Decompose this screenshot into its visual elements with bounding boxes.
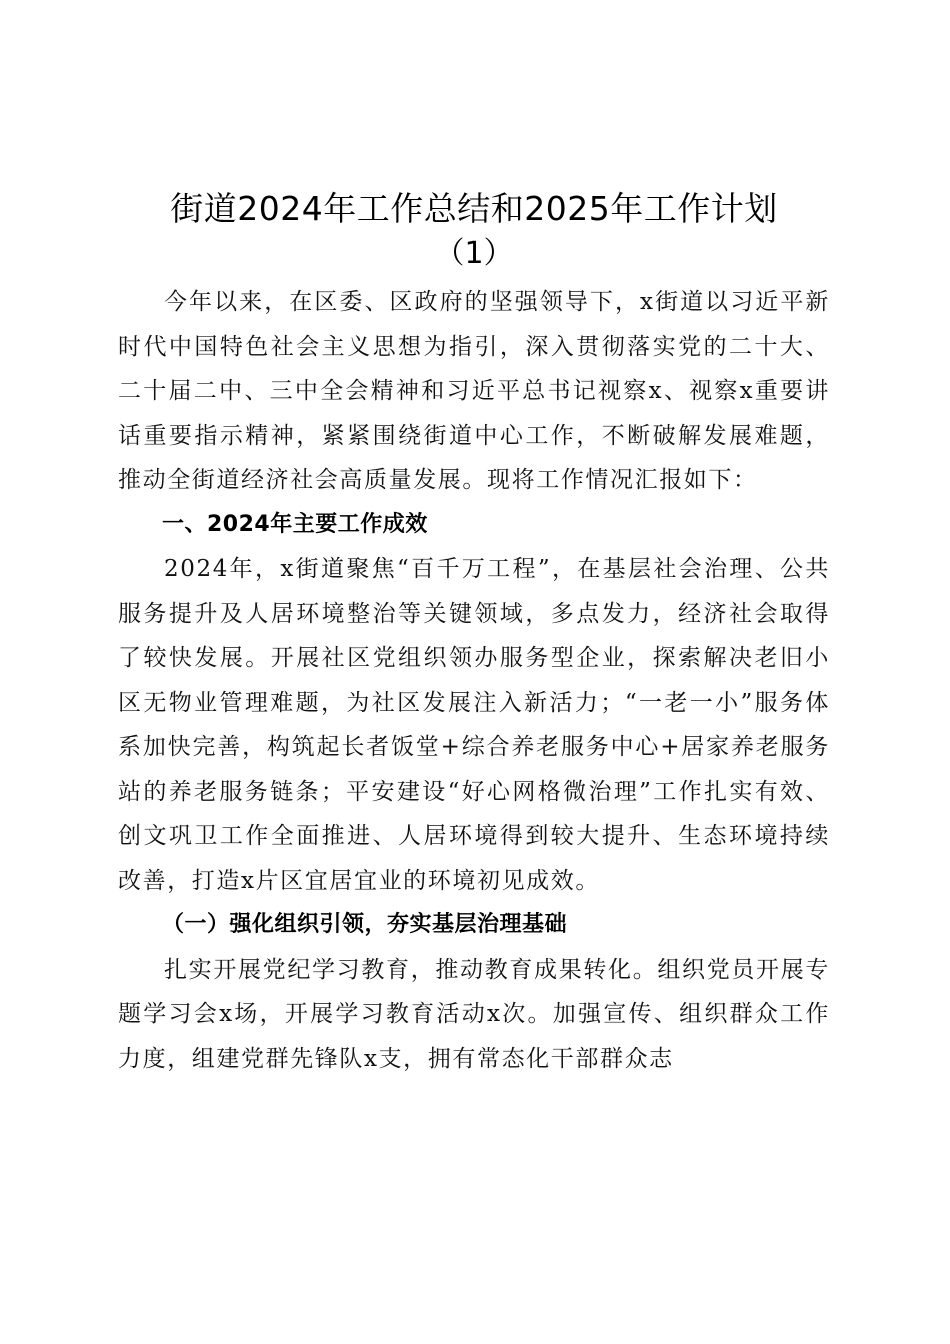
intro-paragraph: 今年以来，在区委、区政府的坚强领导下，x街道以习近平新时代中国特色社会主义思想为指引，深入贯彻落实党的二十大、二十届二中、三中全会精神和习近平总书记视察x、视察x重要讲话重要指示精神，紧紧围绕街道中心工作，不断破解发展难题，推动全街道经济社会高质量发展。现将工作情况汇报如下： (118, 289, 830, 493)
document-title: 街道2024年工作总结和2025年工作计划 (170, 189, 778, 228)
section-heading-1: 一、2024年主要工作成效 (162, 511, 428, 537)
document-body (118, 186, 830, 1081)
subsection-heading-1: （一）强化组织引领，夯实基层治理基础 (162, 912, 568, 937)
subsection-1-paragraph: 扎实开展党纪学习教育，推动教育成果转化。组织党员开展专题学习会x场，开展学习教育活动x次。加强宣传、组织群众工作力度，组建党群先锋队x支，拥有常态化干部群众志 (118, 956, 830, 1072)
section-1-paragraph: 2024年，x街道聚焦“百千万工程”，在基层社会治理、公共服务提升及人居环境整治等关键领域，多点发力，经济社会取得了较快发展。开展社区党组织领办服务型企业，探索解决老旧小区无物业管理难题，为社区发展注入新活力；“一老一小”服务体系加快完善，构筑起长者饭堂+综合养老服务中心+居家养老服务站的养老服务链条；平安建设“好心网格微治理”工作扎实有效、创文巩卫工作全面推进、人居环境得到较大提升、生态环境持续改善，打造x片区宜居宜业的环境初见成效。 (118, 556, 830, 894)
document-subtitle: （1） (434, 236, 514, 271)
